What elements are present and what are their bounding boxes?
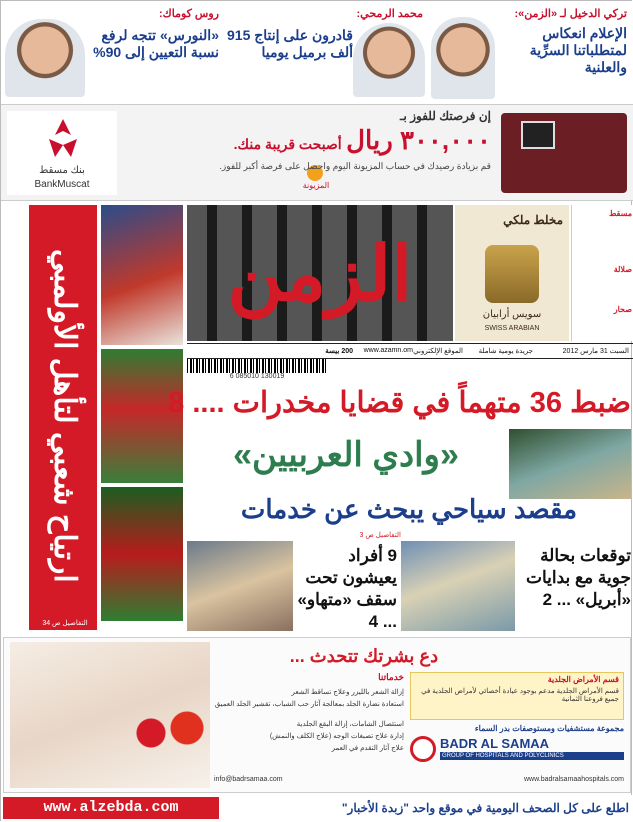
teaser-title: تركي الدخيل لـ «الزمن»:	[514, 8, 627, 20]
masthead-logo-area	[187, 205, 453, 341]
contact-city: صحار	[613, 305, 632, 314]
teaser-text: قادرون على إنتاج 915 ألف برميل يوميا	[227, 27, 353, 60]
bank-amount-line	[151, 125, 491, 156]
clinic-dept: قسم الأمراض الجلدية	[547, 675, 619, 684]
bank-headline: إن فرصتك للفوز بـ	[400, 109, 491, 123]
clinic-services-title: خدماتنا	[378, 672, 404, 682]
wadi-photo	[509, 429, 631, 499]
issue-date: السبت 31 مارس 2012	[562, 348, 629, 355]
perfume-brand-ar: سويس أرابيان	[482, 309, 542, 320]
main-headline[interactable]: ضبط 36 متهماً في قضايا مخدرات .... 8	[168, 387, 631, 419]
clinic-dept-box	[410, 672, 624, 720]
contact-city: صلالة	[613, 265, 632, 274]
bank-brand-ar: بنك مسقط	[39, 165, 85, 176]
perfume-product: مخلط ملكي	[503, 213, 563, 227]
bank-logo-icon	[41, 117, 85, 161]
website-label: الموقع الإلكتروني	[413, 348, 463, 355]
contact-city: مسقط	[608, 209, 632, 218]
perfume-brand-en: SWISS ARABIAN	[484, 325, 540, 332]
footer-slogan: اطلع على كل الصحف اليومية في موقع واحد "زبدة الأخبار"	[341, 801, 629, 815]
clinic-service: إزالة الشعر بالليزر وعلاج تساقط الشعر	[291, 689, 404, 696]
bank-ad[interactable]	[1, 105, 633, 201]
story-left-text[interactable]: 9 أفراد يعيشون تحت سقف «متهاو» ... 4	[297, 546, 397, 631]
sports-strip[interactable]	[29, 205, 97, 630]
clinic-service: علاج آثار التقدم في العمر	[331, 745, 404, 752]
masthead-info-bar	[187, 343, 633, 359]
clinic-service: إدارة علاج تصبغات الوجه (علاج الكلف والنمش)	[269, 733, 404, 740]
wadi-details: التفاصيل ص 3	[359, 532, 401, 539]
bank-ticket-graphic	[501, 113, 627, 193]
wadi-subtitle[interactable]: مقصد سياحي يبحث عن خدمات	[240, 494, 578, 524]
footer-url[interactable]: www.alzebda.com	[3, 797, 219, 819]
bank-subline: قم بزيادة رصيدك في حساب المزيونة اليوم واحصل على فرصة أكبر للفوز.	[219, 161, 491, 171]
masthead-logo: الزمن	[227, 232, 413, 317]
price: 200 بيسة	[325, 348, 353, 355]
bank-amount: ٣٠٠,٠٠٠ ريال	[346, 125, 491, 155]
bank-amount-suffix: أصبحت قريبة منك.	[233, 136, 342, 152]
contact-strip	[571, 205, 633, 341]
teaser-photo	[353, 23, 425, 97]
sports-details-caption: التفاصيل ص 34	[42, 620, 88, 627]
clinic-web[interactable]: www.badralsamaahospitals.com	[524, 776, 624, 783]
teaser-photo	[431, 17, 495, 99]
clinic-logo-icon	[410, 736, 436, 762]
teaser-title: محمد الرمحي:	[356, 8, 423, 20]
clinic-headline: دع بشرتك تتحدث ...	[289, 646, 439, 666]
bank-logo	[7, 111, 117, 195]
flowers	[124, 708, 214, 758]
teaser-right[interactable]	[431, 5, 631, 101]
clinic-group: مجموعة مستشفيات ومستوصفات بدر السماء	[474, 724, 624, 733]
clinic-service: استئصال الشامات، إزالة البقع الجلدية	[296, 721, 404, 728]
teaser-bar	[1, 1, 633, 105]
website-url[interactable]: www.azamn.om	[363, 347, 413, 354]
clinic-email[interactable]: info@badrsamaa.com	[214, 776, 283, 783]
barcode	[187, 359, 327, 373]
sports-photo-3	[101, 487, 183, 621]
ticket-box	[521, 121, 555, 149]
story-right-map	[401, 541, 515, 631]
clinic-brand: BADR AL SAMAA	[440, 736, 550, 751]
bank-brand-en: BankMuscat	[34, 179, 90, 190]
teaser-middle[interactable]	[223, 5, 427, 101]
perfume-ad[interactable]	[455, 205, 569, 341]
sports-headline: ارتياح شعبي لتأهل الأولمبي	[48, 248, 81, 583]
clinic-brand-sub: GROUP OF HOSPITALS AND POLYCLINICS	[440, 752, 624, 760]
teaser-text: «النورس» تتجه لرفع نسبة التعيين إلى 90%	[93, 27, 219, 60]
teaser-left[interactable]	[3, 5, 221, 101]
story-right-text[interactable]: توقعات بحالة جوية مع بدايات «أبريل» ... 2	[525, 546, 631, 609]
sports-photo-1	[101, 205, 183, 345]
barcode-number: 6 085010 130019	[229, 373, 285, 380]
product-name: المزيونة	[302, 181, 330, 190]
daily-label: جريدة يومية شاملة	[478, 348, 533, 355]
clinic-service: استعادة نضارة الجلد بمعالجة آثار حب الشباب، تقشير الجلد العميق	[214, 701, 404, 708]
teaser-text: الإعلام انعكاس لمتطلباتنا السرِّية والعلنية	[529, 25, 627, 75]
clinic-ad[interactable]	[3, 637, 631, 793]
story-left-photo	[187, 541, 293, 631]
wadi-title[interactable]: «وادي العربيين»	[233, 436, 459, 474]
clinic-dept-text: قسم الأمراض الجلدية مدعم بوجود عيادة أخصائي لأمراض الجلدية في جميع فروعنا الثمانية	[421, 688, 619, 703]
teaser-title: روس كوماك:	[158, 8, 219, 20]
footer-bar	[1, 795, 633, 822]
teaser-photo	[5, 19, 85, 97]
perfume-bottle	[485, 245, 539, 303]
